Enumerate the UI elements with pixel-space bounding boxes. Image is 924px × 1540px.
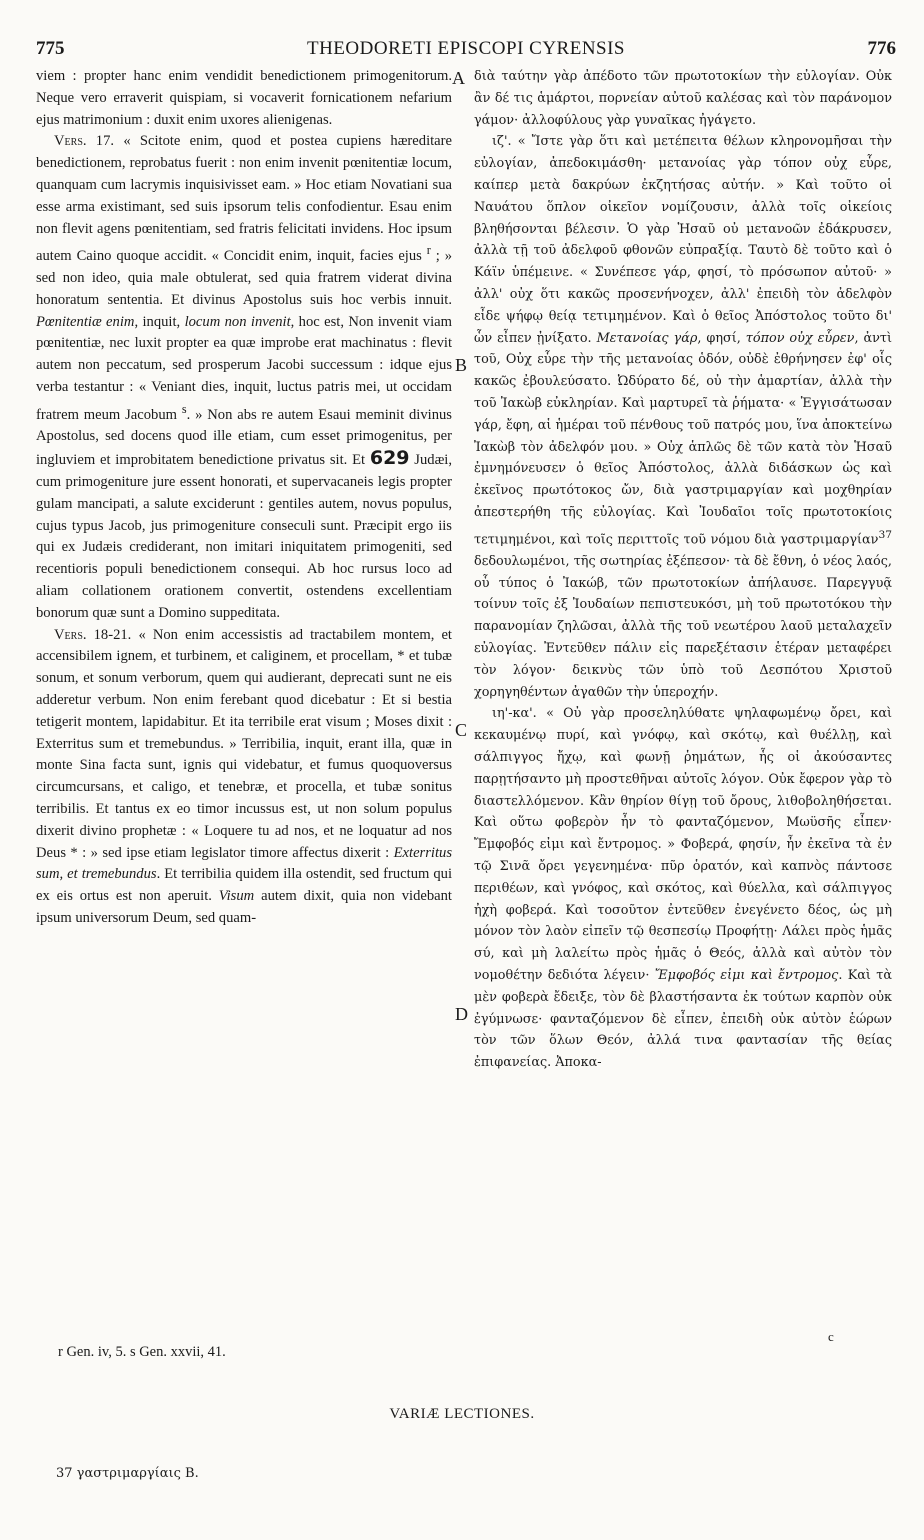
greek-paragraph-3: ιη'-κα'. « Οὐ γὰρ προσεληλύθατε ψηλαφωμένῳ ὄρει, καὶ κεκαυμένῳ πυρί, καὶ γνόφῳ, καὶ σκότῳ, καὶ θυέλλῃ, καὶ σάλπιγγος ἤχῳ, καὶ φωνῇ ῥημάτων, ἧς οἱ ἀκούσαντες παρῃτήσαντο μὴ προστεθῆναι αὐτοῖς λόγον. Οὐκ ἔφερον γὰρ τὸ διαστελλόμενον. Κἂν θηρίον θίγῃ τοῦ ὄρους, λιθοβοληθήσεται. Καὶ οὕτω φοβερὸν ἦν τὸ φανταζόμενον, Μωϋσῆς εἶπεν· Ἔμφοβός εἰμι καὶ ἔντρομος. » Φοβερά, φησίν, ἦν ἐκεῖνα τὰ ἐν τῷ Σινᾶ ὄρει γεγενημένα· πῦρ ὁρατόν, καὶ καπνὸς πάντοσε περιθέων, καὶ γνόφος, καὶ σκότος, καὶ θύελλα, καὶ σάλπιγγος ἠχὴ φοβερά. Καὶ τοσοῦτον ἐντεῦθεν ἐνεγένετο δέος, ὡς μὴ μόνον τὸν λαὸν εἰπεῖν τῷ θεσπεσίῳ Προφήτῃ· Λάλει πρὸς ἡμᾶς σύ, καὶ μὴ λαλείτω πρὸς ἡμᾶς ὁ Θεός, ἀλλὰ καὶ αὐτὸν τὸν νομοθέτην δεδιότα λέγειν· Ἔμφοβός εἰμι καὶ ἔντρομος. Καὶ τὰ μὲν φοβερὰ ἔδειξε, τὸν δὲ βλαστήσαντα ἐκ τούτων καρπὸν οὐκ ἐγύμνωσε· φανταζόμενον δὲ εἶπεν, ἐπειδὴ οὐκ αὐτὸν ἑώρων τὸν τῶν ὅλων Θεόν, ἀλλά τινα φαντασίαν τῆς θείας ἐπιφανείας. Ἀποκα-	[474, 706, 893, 1071]
page-header	[36, 38, 896, 62]
greek-paragraph-1: διὰ ταύτην γὰρ ἀπέδοτο τῶν πρωτοτοκίων τὴν εὐλογίαν. Οὐκ ἂν δέ τις ἁμάρτοι, πορνείαν αὐτοῦ καλέσας καὶ τὸν παράνομον γάμον· ἀλλοφύλους γὰρ γυναῖκας ἠγάγετο.	[474, 69, 892, 128]
footnote-ref: 37	[878, 527, 892, 541]
margin-letter-b: B	[455, 355, 468, 375]
greek-paragraph-2: ιζ'. « Ἴστε γὰρ ὅτι καὶ μετέπειτα θέλων κληρονομῆσαι τὴν εὐλογίαν, ἀπεδοκιμάσθη· μετανοίας γὰρ τόπον οὐχ εὗρε, καίπερ μετὰ δακρύων ἐκζητήσας αὐτήν. » Καὶ τοῦτο οἱ Ναυάτου ὅπλον οἰκεῖον νομίζουσιν, ἀλλὰ τοῖς οἰκείοις βληθήσονται βέλεσιν. Ὁ γὰρ Ἡσαῦ οὐ μετανοῶν ἐδάκρυσεν, ἀλλὰ τῇ τοῦ ἀδελφοῦ φθονῶν εὐπραξίᾳ. Ταυτὸ δὲ τοῦτο καὶ ὁ Κάϊν ὑπέμεινε. « Συνέπεσε γάρ, φησί, τὸ πρόσωπον αὐτοῦ· » ἀλλ' οὐχ ὅτι κακῶς προσενήνοχεν, ἀλλ' ἐπειδὴ τὸν ἀδελφὸν εἶδε ψήφῳ θείᾳ τετιμημένον. Καὶ ὁ θεῖος Ἀπόστολος τοῦτο δι' ὧν εἶπεν ᾐνίξατο. Μετανοίας γάρ, φησί, τόπον οὐχ εὗρεν, ἀντὶ τοῦ, Οὐχ εὗρε τὴν τῆς μετανοίας ὁδόν, οὐδὲ ἐθρήνησεν ἐφ' οἷς κακῶς ἐβουλεύσατο. Ὠδύρατο δέ, οὐ τὴν ἁμαρτίαν, ἀλλὰ τὴν τοῦ Ἰακὼβ εὐκληρίαν. Καὶ μαρτυρεῖ τὰ ῥήματα· « Ἐγγισάτωσαν γάρ, ἔφη, αἱ ἡμέραι τοῦ πένθους τοῦ πατρός μου, ἵνα ἀποκτείνω Ἰακὼβ τὸν ἀδελφόν μου. » Οὐχ ἁπλῶς δὲ τῶν κατὰ τὸν Ἡσαῦ ἐμνημόνευσεν ὁ θεῖος Ἀπόστολος, ἀλλὰ διδάσκων ὡς καὶ ἐκεῖνος πρωτότοκος ὤν, διὰ γαστριμαργίαν καὶ μοχθηρίαν ἀπεστερήθη τῆς εὐλογίας. Καὶ Ἰουδαῖοι τοῖς πρωτοτοκίοις τετιμημένοι, καὶ τοῖς περιττοῖς τοῦ νόμου διὰ γαστριμαργίαν$^{37}$ δεδουλωμένοι, τῆς σωτηρίας ἐξέπεσον· τὰ δὲ ἔθνη, ὁ νέος λαός, οὗ τύπος ὁ Ἰακώβ, τῶν πρωτοτοκίων ἀπήλαυσε. Παρεγγυᾷ τοίνυν τοῖς ἐξ Ἰουδαίων πεπιστευκόσι, μὴ τοῦ πρωτοτόκου τὴν παρανομίαν ζηλῶσαι, ἀλλὰ τῆς τοῦ νεωτέρου λαοῦ μεταλαχεῖν εὐλογίας. Ἐντεῦθεν πάλιν εἰς παρεξέτασιν ἑτέραν μεταφέρει τὸν λόγον· δεικνὺς τῶν ὑπὸ τοῦ Δεσπότου Χριστοῦ χορηγηθέντων ἀγαθῶν τὴν ὑπεροχήν.	[474, 134, 892, 700]
running-title: THEODORETI EPISCOPI CYRENSIS	[306, 38, 626, 59]
latin-paragraph-3: Vers. 18-21. « Non enim accessistis ad tractabilem montem, et accensibilem ignem, et turbinem, et caliginem, et procellam, * et tubæ sonum, et sonum verborum, quem qui audierant, deprecati sunt ne eis adderetur verbum. Non enim ferebant quod dicebatur : Et si bestia tetigerit montem, lapidabitur. Et ita terribile erat visum ; Moses dixit : Exterritus sum et tremebundus. » Terribilia, inquit, erant illa, quæ in monte Sina facta sunt, ignis qui videbatur, et fumus quoquoversus circumcursans, et caligo, et tenebræ, et procella, et tubæ sonitus terribilis. Et tantus ex eo timor incussus est, ut non solum populus dixerit divino prophetæ : « Loquere tu ad nos, et ne loquatur ad nos Deus * : » sed ipse etiam legislator timore affectus dixerit : Exterritus sum, et tremebundus. Et terribilia quidem illa ostendit, sed fructum qui ex eis ortus est non aperuit. Visum autem dixit, quia non videbant ipsum universorum Deum, sed quam-	[36, 626, 453, 926]
latin-paragraph-1: viem : propter hanc enim vendidit benedictionem primogenitorum. Neque vero erraverit quispiam, si vocaverit fornicationem nefarium ejus matrimonium : duxit enim uxores alienigenas.	[36, 68, 452, 128]
margin-letter-a: A	[452, 68, 465, 88]
latin-column	[36, 66, 452, 930]
variant-reading: 37 γαστριμαργίαις B.	[56, 1466, 199, 1481]
verse-label: ιζ'.	[492, 134, 512, 150]
page-number-left: 775	[36, 38, 65, 59]
footnotes: r Gen. iv, 5. s Gen. xxvii, 41.	[58, 1344, 226, 1360]
latin-paragraph-2: Vers. 17. « Scitote enim, quod et postea cupiens hæreditare benedictionem, reprobatus fuerit : non enim invenit pœnitentiæ locum, quanquam cum lacrymis inquisivisset eam. » Hoc etiam Novatiani sua esse arma existimant, sed suis ipsorum telis confodientur. Esau enim non flevit agens pœnitentiam, sed fratris felicitati invidens. Hoc ipsum autem Caino quoque accidit. « Concidit enim, inquit, facies ejus $^r$ ; » sed non ideo, quia male obtulerat, sed quia fratrem viderat divina honoratum sententia. Et divinus Apostolus suis hoc verbis innuit. Pœnitentiæ enim, inquit, locum non invenit, hoc est, Non invenit viam pœnitentiæ, nec luxit propter ea quæ improbe erat machinatus : flevit autem non peccatum, sed prosperum Jacobi successum : idque ejus verba testantur : « Veniant dies, inquit, luctus patris mei, ut occidam fratrem meum Jacobum $^s$. » Non abs re autem Esaui meminit divinus Apostolus, sed docens quod ille etiam, cum esset primogenitus, per ingluviem et improbitatem benedictione privatus sit. Et 629 Judæi, cum primogeniture jure essent honorati, et supervacaneis legis propter gulam mancipati, a salute exciderunt : gentiles autem, novus populus, cujus typus Jacob, jus primogeniture conseculi sunt. Præcipit ergo iis qui ex Judæis crediderant, non imitari iniquitatem primogeniti, sed recentioris populi benedictionem consequi. Ab hoc rursus loco ad aliam collationem orationem convertit, ostendens excellentiam bonorum quæ sunt a Domino suppeditata.	[36, 133, 453, 621]
footnote-ref: r	[426, 243, 431, 258]
verse-label: Vers. 17.	[54, 133, 115, 150]
margin-letter-c: C	[455, 720, 468, 740]
margin-letter-d: D	[455, 1004, 468, 1024]
verse-label: Vers. 18-21.	[54, 626, 132, 643]
varia-title: VARIÆ LECTIONES.	[389, 1406, 535, 1422]
greek-column	[474, 66, 892, 1074]
footnote-ref: s	[181, 401, 187, 416]
page-number-right: 776	[867, 38, 896, 59]
column-number: 629	[369, 447, 410, 470]
verse-label: ιη'-κα'.	[492, 706, 537, 722]
stray-mark: c	[828, 1329, 834, 1344]
